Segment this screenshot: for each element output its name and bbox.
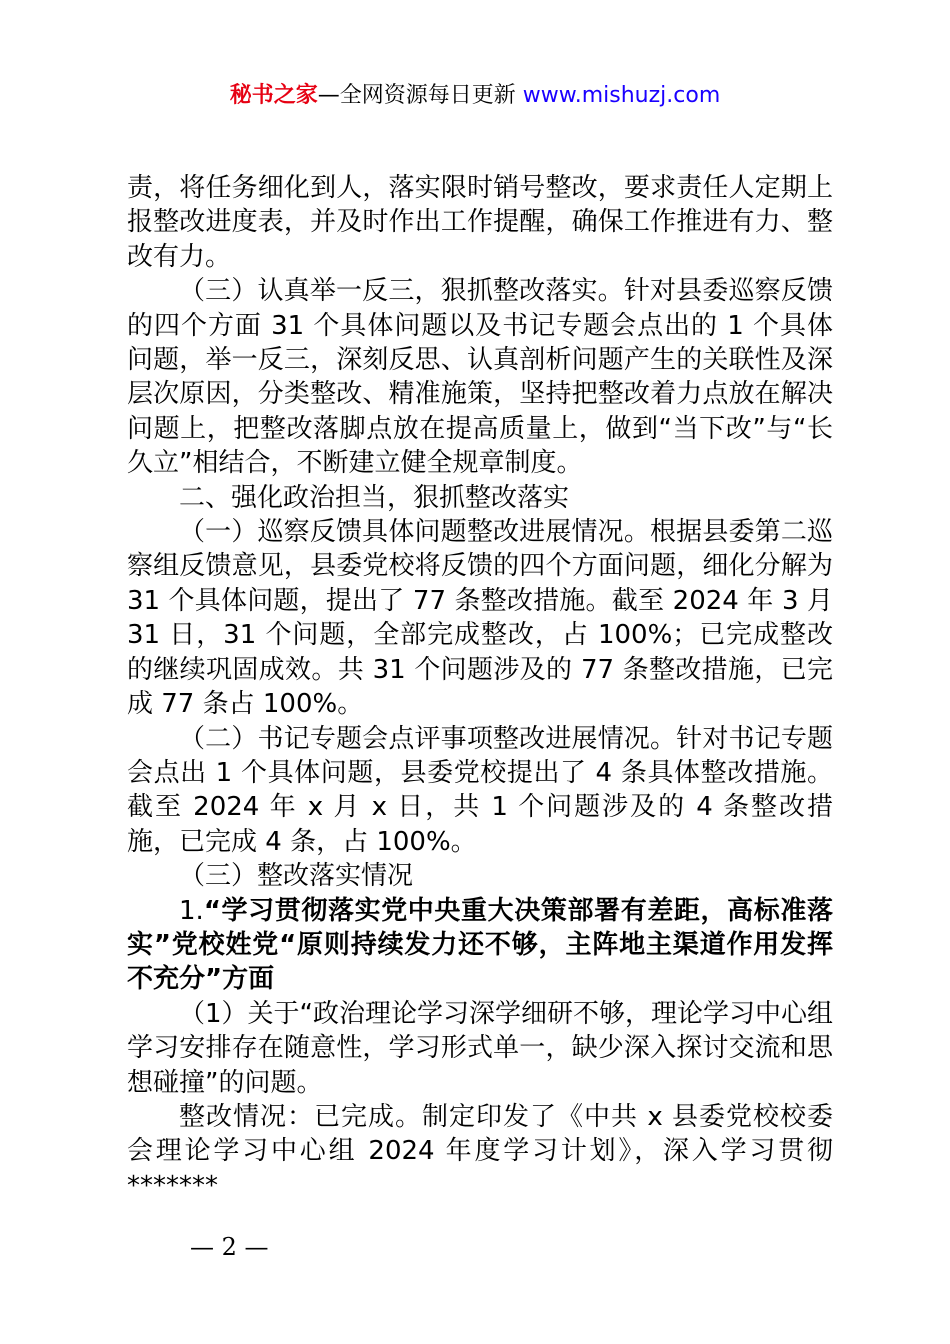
- item-number: 1.: [179, 895, 204, 926]
- paragraph-item-1: [127, 894, 833, 997]
- paragraph-rectification-status: 整改情况：已完成。制定印发了《中共 x 县委党校校委会理论学习中心组 2024 年度学习计划》，深入学习贯彻*******: [127, 1101, 833, 1201]
- document-body: [127, 171, 833, 1203]
- site-url-link[interactable]: www.mishuzj.com: [522, 83, 721, 108]
- paragraph-subsection-2: （二）书记专题会点评事项整改进展情况。针对书记专题会点出 1 个具体问题，县委党校提出了 4 条具体整改措施。截至 2024 年 x 月 x 日，共 1 个问题涉及的 4 条整改措施，已完成 4 条，占 100%。: [127, 723, 833, 857]
- paragraph-subsection-1: （一）巡察反馈具体问题整改进展情况。根据县委第二巡察组反馈意见，县委党校将反馈的四个方面问题，细化分解为 31 个具体问题，提出了 77 条整改措施。截至 2024 年 3 月 31 日，31 个问题，全部完成整改，占 100%；已完成整改的继续巩固成效。共 31 个问题涉及的 77 条整改措施，已完成 77 条占 100%。: [127, 517, 833, 720]
- paragraph-continuation: 责，将任务细化到人，落实限时销号整改，要求责任人定期上报整改进度表，并及时作出工作提醒，确保工作推进有力、整改有力。: [127, 173, 833, 272]
- heading-subsection-3: （三）整改落实情况: [179, 861, 414, 892]
- site-brand: 秘书之家: [229, 83, 318, 108]
- heading-section-2: 二、强化政治担当，狠抓整改落实: [179, 482, 570, 513]
- paragraph-section-3: （三）认真举一反三，狠抓整改落实。针对县委巡察反馈的四个方面 31 个具体问题以及书记专题会点出的 1 个具体问题，举一反三，深刻反思、认真剖析问题产生的关联性及深层次原因，分类整改、精准施策，坚持把整改着力点放在解决问题上，把整改落脚点放在提高质量上，做到“当下改”与“长久立”相结合，不断建立健全规章制度。: [127, 276, 833, 479]
- paragraph-issue-1: （1）关于“政治理论学习深学细研不够，理论学习中心组学习安排存在随意性，学习形式单一，缺少深入探讨交流和思想碰撞”的问题。: [127, 998, 834, 1098]
- page-number: — 2 —: [190, 1233, 269, 1261]
- site-header: [0, 78, 950, 114]
- item-1-bold-title: “学习贯彻落实党中央重大决策部署有差距，高标准落实”党校姓党“原则持续发力还不够，主阵地主渠道作用发挥不充分”方面: [127, 895, 833, 995]
- site-tagline: —全网资源每日更新: [317, 83, 523, 108]
